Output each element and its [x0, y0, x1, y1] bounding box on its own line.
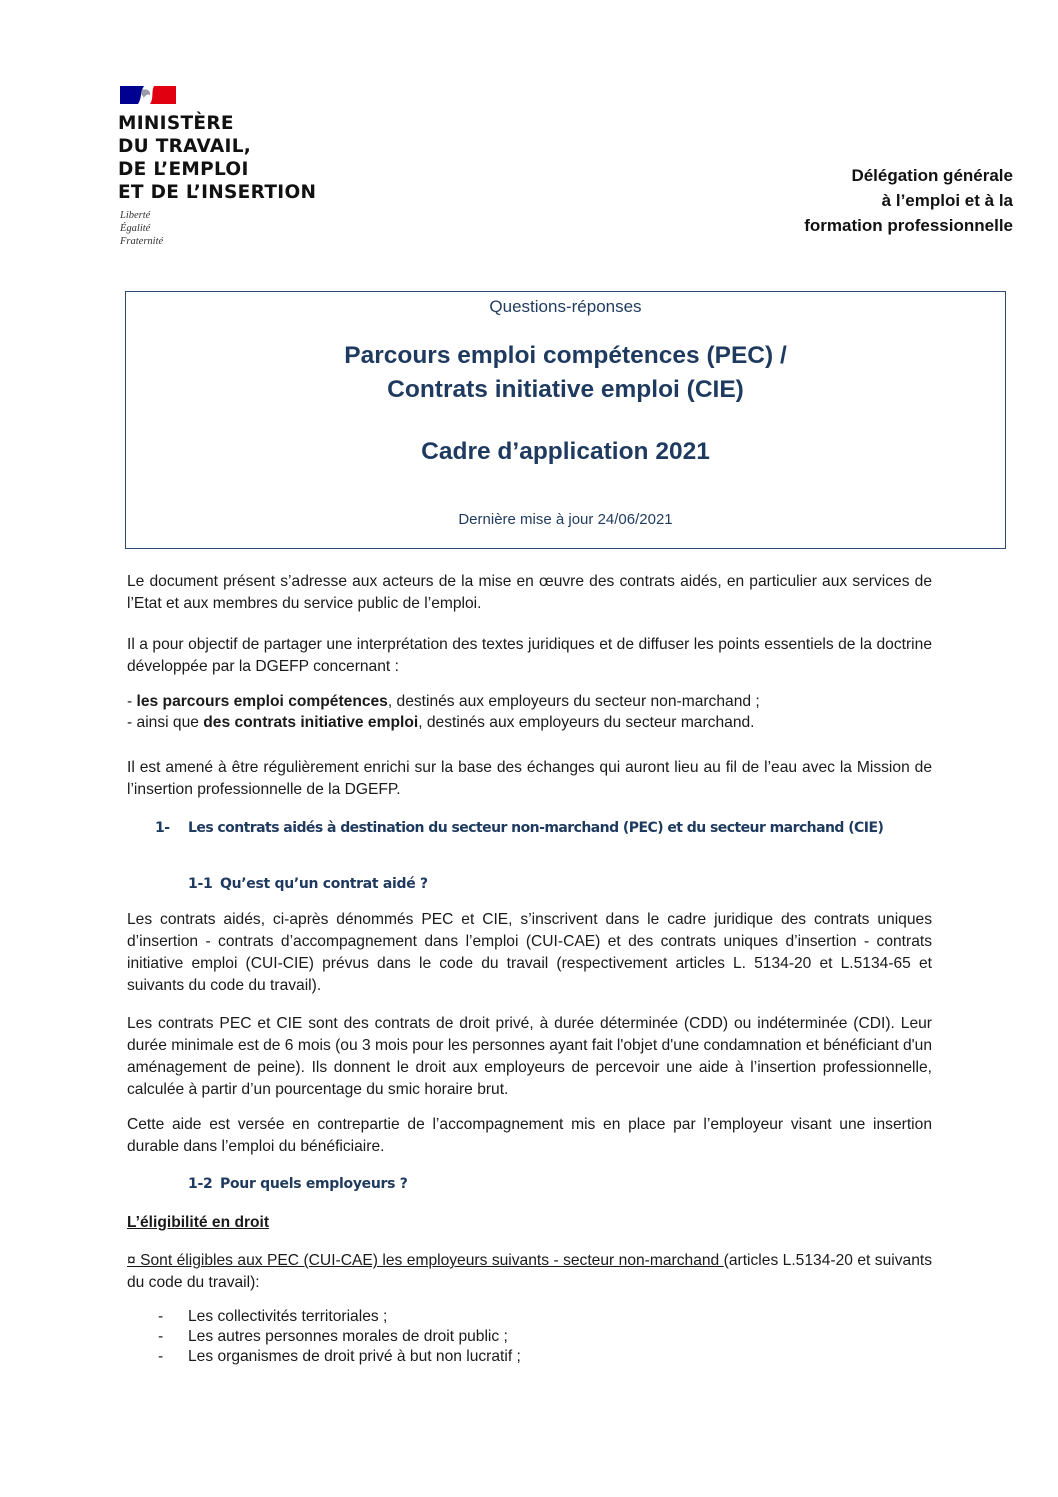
ministry-line: MINISTÈRE	[118, 113, 234, 134]
section-heading	[155, 820, 883, 836]
list-item: - Les organismes de droit privé à but non lucratif ;	[158, 1348, 521, 1365]
delegation-line: Délégation générale	[851, 166, 1013, 185]
motto-line: Fraternité	[120, 236, 164, 247]
subsection-title: Pour quels employeurs ?	[220, 1176, 408, 1192]
republic-motto	[120, 209, 163, 248]
bullet-bold-text: des contrats initiative emploi	[203, 714, 419, 731]
delegation-header	[804, 163, 1013, 238]
subsection-heading	[188, 1176, 408, 1192]
subsection-heading	[188, 876, 428, 892]
list-item-text: Les autres personnes morales de droit public ;	[188, 1328, 508, 1345]
section-number: 1-	[155, 820, 170, 836]
section-title: Les contrats aidés à destination du secteur non-marchand (PEC) et du secteur marchand (CIE)	[188, 820, 884, 836]
eligibility-heading: L’éligibilité en droit	[127, 1214, 270, 1231]
list-item-text: Les organismes de droit privé à but non lucratif ;	[188, 1348, 521, 1365]
intro-paragraph: Le document présent s’adresse aux acteurs de la mise en œuvre des contrats aidés, en particulier aux services de l’Etat et aux membres du service public de l’emploi.	[127, 573, 932, 612]
bullet-bold-text: les parcours emploi compétences	[136, 693, 388, 710]
motto-line: Liberté	[120, 210, 151, 221]
body-paragraph: Cette aide est versée en contrepartie de l’accompagnement mis en place par l’employeur visant une insertion durable dans l’emploi du bénéficiaire.	[127, 1116, 932, 1155]
intro-bullets	[127, 691, 932, 733]
republic-flag-logo	[120, 86, 176, 104]
document-title	[126, 339, 1005, 407]
body-paragraph: Les contrats PEC et CIE sont des contrats de droit privé, à durée déterminée (CDD) ou indéterminée (CDI). Leur durée minimale est de 6 mois (ou 3 mois pour les personnes ayant fait l'objet d'une condamnation et bénéficiant d'un aménagement de peine). Ils donnent le droit aux employeurs de percevoir une aide à l’insertion professionnelle, calculée à partir d’un pourcentage du smic horaire brut.	[127, 1015, 932, 1098]
title-box	[125, 291, 1006, 549]
last-update-date: Dernière mise à jour 24/06/2021	[458, 511, 673, 528]
employer-list	[158, 1307, 521, 1367]
ministry-line: DU TRAVAIL,	[118, 136, 252, 157]
eligibility-text: (articles L.5134-20 et suivants du code du travail):	[127, 1252, 932, 1291]
list-item-text: Les collectivités territoriales ;	[188, 1308, 388, 1325]
list-item: - Les collectivités territoriales ;	[158, 1308, 388, 1325]
bullet-prefix: - ainsi que	[127, 714, 204, 731]
subsection-number: 1-2	[188, 1176, 213, 1192]
eligibility-paragraph	[127, 1250, 932, 1294]
document-subtitle: Cadre d’application 2021	[421, 438, 710, 465]
body-paragraph: Les contrats aidés, ci-après dénommés PEC et CIE, s’inscrivent dans le cadre juridique des contrats uniques d’insertion - contrats d’accompagnement dans l’emploi (CUI-CAE) et des contrats uniques d’insertion - contrats initiative emploi (CUI-CIE) prévus dans le code du travail (respectivement articles L. 5134-20 et L.5134-65 et suivants du code du travail).	[127, 911, 932, 994]
ministry-line: ET DE L’INSERTION	[118, 182, 317, 203]
title-line: Contrats initiative emploi (CIE)	[387, 376, 744, 403]
eligibility-underlined-text: ¤ Sont éligibles aux PEC (CUI-CAE) les employeurs suivants - secteur non-marchand	[127, 1252, 724, 1269]
bullet-prefix: -	[127, 693, 137, 710]
list-item: - Les autres personnes morales de droit public ;	[158, 1328, 508, 1345]
bullet-text: , destinés aux employeurs du secteur non-marchand ;	[387, 693, 760, 710]
subsection-number: 1-1	[188, 876, 213, 892]
delegation-line: à l’emploi et à la	[881, 191, 1013, 210]
intro-paragraph: Il a pour objectif de partager une interprétation des textes juridiques et de diffuser les points essentiels de la doctrine développée par la DGEFP concernant :	[127, 636, 932, 675]
document-type-label: Questions-réponses	[489, 297, 642, 316]
intro-paragraph: Il est amené à être régulièrement enrichi sur la base des échanges qui auront lieu au fil de l’eau avec la Mission de l’insertion professionnelle de la DGEFP.	[127, 759, 932, 798]
ministry-line: DE L’EMPLOI	[118, 159, 249, 180]
bullet-text: , destinés aux employeurs du secteur marchand.	[418, 714, 755, 731]
motto-line: Égalité	[120, 223, 151, 234]
delegation-line: formation professionnelle	[804, 216, 1013, 235]
title-line: Parcours emploi compétences (PEC) /	[344, 342, 787, 369]
subsection-title: Qu’est qu’un contrat aidé ?	[220, 876, 428, 892]
ministry-name	[118, 112, 316, 204]
